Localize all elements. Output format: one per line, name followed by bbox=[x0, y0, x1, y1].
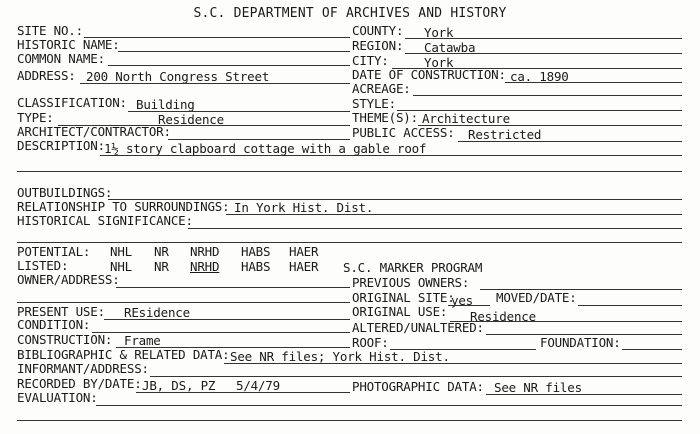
form-title: S.C. DEPARTMENT OF ARCHIVES AND HISTORY bbox=[193, 6, 507, 21]
original-site-label: ORIGINAL SITE: bbox=[352, 290, 455, 305]
date-of-construction-line bbox=[505, 82, 682, 83]
moved-date-line bbox=[578, 305, 682, 306]
description-label: DESCRIPTION: bbox=[17, 138, 105, 153]
city-value: York bbox=[424, 55, 454, 70]
condition-label: CONDITION: bbox=[17, 317, 91, 332]
bibliographic-label: BIBLIOGRAPHIC & RELATED DATA: bbox=[17, 347, 230, 362]
architect-label: ARCHITECT/CONTRACTOR: bbox=[17, 124, 171, 139]
public-access-line bbox=[458, 141, 682, 142]
owner-address-line-2 bbox=[17, 302, 350, 303]
evaluation-label: EVALUATION: bbox=[17, 390, 98, 405]
historical-significance-line bbox=[188, 228, 682, 229]
original-use-value: Residence bbox=[470, 309, 536, 324]
informant-line bbox=[150, 376, 682, 377]
county-line bbox=[405, 38, 682, 39]
listed-nrhd-checked: NRHD bbox=[190, 259, 220, 274]
evaluation-line bbox=[96, 405, 682, 406]
original-site-value: yes bbox=[451, 293, 473, 308]
present-use-label: PRESENT USE: bbox=[17, 304, 105, 319]
bibliographic-line bbox=[224, 363, 682, 364]
relationship-line bbox=[226, 214, 682, 215]
themes-value: Architecture bbox=[422, 111, 510, 126]
potential-nrhd: NRHD bbox=[190, 244, 220, 259]
previous-owners-label: PREVIOUS OWNERS: bbox=[352, 275, 470, 290]
original-use-line bbox=[450, 321, 682, 322]
description-line-1 bbox=[100, 155, 682, 156]
recorded-by-line bbox=[136, 392, 350, 393]
present-use-value: REsidence bbox=[124, 305, 190, 320]
marker-program-label: S.C. MARKER PROGRAM bbox=[343, 260, 483, 275]
potential-nhl: NHL bbox=[110, 244, 132, 259]
photographic-line bbox=[486, 394, 682, 395]
acreage-line bbox=[413, 95, 682, 96]
roof-label: ROOF: bbox=[352, 335, 389, 350]
county-value: York bbox=[424, 25, 454, 40]
region-value: Catawba bbox=[424, 40, 476, 55]
common-name-label: COMMON NAME: bbox=[17, 51, 105, 66]
public-access-value: Restricted bbox=[468, 127, 542, 142]
informant-label: INFORMANT/ADDRESS: bbox=[17, 361, 149, 376]
photographic-value: See NR files bbox=[494, 380, 582, 395]
date-of-construction-label: DATE OF CONSTRUCTION: bbox=[352, 67, 506, 82]
recorded-by-label: RECORDED BY/DATE: bbox=[17, 376, 142, 391]
themes-line bbox=[418, 125, 682, 126]
construction-label: CONSTRUCTION: bbox=[17, 332, 113, 347]
listed-habs: HABS bbox=[241, 259, 271, 274]
potential-haer: HAER bbox=[289, 244, 319, 259]
date-of-construction-value: ca. 1890 bbox=[510, 69, 569, 84]
historical-significance-label: HISTORICAL SIGNIFICANCE: bbox=[17, 213, 193, 228]
classification-label: CLASSIFICATION: bbox=[17, 95, 127, 110]
potential-label: POTENTIAL: bbox=[17, 244, 91, 259]
region-line bbox=[405, 53, 682, 54]
listed-nr: NR bbox=[154, 259, 169, 274]
potential-nr: NR bbox=[154, 244, 169, 259]
potential-habs: HABS bbox=[241, 244, 271, 259]
classification-value: Building bbox=[136, 97, 195, 112]
outbuildings-label: OUTBUILDINGS: bbox=[17, 185, 113, 200]
description-value: 1½ story clapboard cottage with a gable roof bbox=[104, 141, 427, 156]
recorded-by-value: JB, DS, PZ bbox=[142, 378, 216, 393]
themes-label: THEME(S): bbox=[352, 110, 418, 125]
owner-address-line bbox=[116, 287, 350, 288]
significance-extra-line bbox=[17, 242, 682, 243]
original-use-label: ORIGINAL USE: bbox=[352, 304, 448, 319]
moved-date-label: MOVED/DATE: bbox=[496, 290, 577, 305]
site-no-line bbox=[84, 37, 350, 38]
description-line-2 bbox=[17, 171, 682, 172]
site-no-label: SITE NO.: bbox=[17, 23, 83, 38]
address-value: 200 North Congress Street bbox=[86, 69, 270, 84]
public-access-label: PUBLIC ACCESS: bbox=[352, 125, 455, 140]
owner-address-label: OWNER/ADDRESS: bbox=[17, 272, 120, 287]
photographic-label: PHOTOGRAPHIC DATA: bbox=[352, 379, 484, 394]
historic-name-label: HISTORIC NAME: bbox=[17, 37, 120, 52]
foundation-label: FOUNDATION: bbox=[540, 335, 621, 350]
common-name-line bbox=[108, 65, 350, 66]
historic-name-line bbox=[118, 51, 350, 52]
acreage-label: ACREAGE: bbox=[352, 81, 411, 96]
relationship-label: RELATIONSHIP TO SURROUNDINGS: bbox=[17, 199, 230, 214]
bibliographic-value: See NR files; York Hist. Dist. bbox=[230, 349, 450, 364]
city-label: CITY: bbox=[352, 53, 389, 68]
region-label: REGION: bbox=[352, 38, 404, 53]
recorded-date-value: 5/4/79 bbox=[236, 378, 280, 393]
original-site-line bbox=[448, 305, 490, 306]
listed-nhl: NHL bbox=[110, 259, 132, 274]
altered-label: ALTERED/UNALTERED: bbox=[352, 320, 484, 335]
type-label: TYPE: bbox=[17, 110, 54, 125]
listed-label: LISTED: bbox=[17, 258, 69, 273]
construction-value: Frame bbox=[124, 333, 161, 348]
architect-line bbox=[168, 139, 350, 140]
county-label: COUNTY: bbox=[352, 23, 404, 38]
relationship-value: In York Hist. Dist. bbox=[234, 200, 374, 215]
foundation-line bbox=[622, 349, 682, 350]
present-use-line bbox=[104, 319, 350, 320]
type-value: Residence bbox=[158, 112, 224, 127]
address-line bbox=[80, 83, 350, 84]
style-label: STYLE: bbox=[352, 96, 396, 111]
address-label: ADDRESS: bbox=[17, 68, 76, 83]
evaluation-line-2 bbox=[17, 420, 682, 421]
listed-haer: HAER bbox=[289, 259, 319, 274]
